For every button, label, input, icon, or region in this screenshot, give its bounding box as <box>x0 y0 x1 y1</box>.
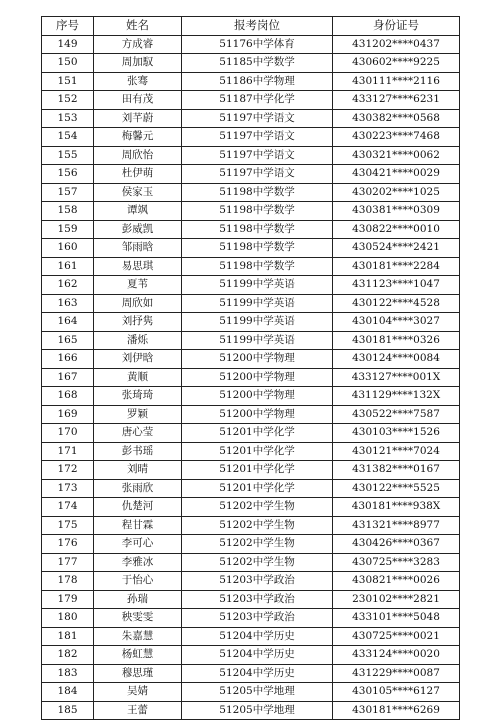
cell-id-number: 430202****1025 <box>333 183 460 202</box>
cell-id-number: 430181****0326 <box>333 331 460 350</box>
cell-id-number: 430181****2284 <box>333 257 460 276</box>
cell-serial-number: 169 <box>42 405 94 424</box>
cell-serial-number: 168 <box>42 387 94 406</box>
cell-serial-number: 149 <box>42 35 94 54</box>
cell-serial-number: 172 <box>42 461 94 480</box>
cell-name: 邹雨晗 <box>94 239 182 258</box>
cell-name: 刘芊蔚 <box>94 109 182 128</box>
table-row <box>42 516 460 535</box>
cell-applied-position: 51199中学英语 <box>182 331 333 350</box>
cell-serial-number: 166 <box>42 350 94 369</box>
cell-applied-position: 51205中学地理 <box>182 683 333 702</box>
cell-serial-number: 155 <box>42 146 94 165</box>
cell-applied-position: 51199中学英语 <box>182 313 333 332</box>
cell-id-number: 433101****5048 <box>333 609 460 628</box>
header-applied-position: 报考岗位 <box>182 17 333 36</box>
cell-serial-number: 167 <box>42 368 94 387</box>
cell-serial-number: 163 <box>42 294 94 313</box>
table-row <box>42 572 460 591</box>
table-row <box>42 128 460 147</box>
cell-name: 黄顺 <box>94 368 182 387</box>
table-row <box>42 146 460 165</box>
cell-id-number: 430181****6269 <box>333 701 460 720</box>
cell-id-number: 430602****9225 <box>333 54 460 73</box>
table-row <box>42 442 460 461</box>
cell-id-number: 430821****0026 <box>333 572 460 591</box>
table-row <box>42 313 460 332</box>
cell-applied-position: 51197中学语文 <box>182 109 333 128</box>
cell-name: 李可心 <box>94 535 182 554</box>
cell-applied-position: 51204中学历史 <box>182 627 333 646</box>
cell-serial-number: 157 <box>42 183 94 202</box>
cell-id-number: 431382****0167 <box>333 461 460 480</box>
cell-serial-number: 174 <box>42 498 94 517</box>
cell-serial-number: 154 <box>42 128 94 147</box>
cell-serial-number: 179 <box>42 590 94 609</box>
table-row <box>42 590 460 609</box>
cell-serial-number: 180 <box>42 609 94 628</box>
cell-id-number: 430524****2421 <box>333 239 460 258</box>
table-row <box>42 424 460 443</box>
cell-id-number: 431321****8977 <box>333 516 460 535</box>
cell-applied-position: 51202中学生物 <box>182 516 333 535</box>
cell-serial-number: 165 <box>42 331 94 350</box>
cell-applied-position: 51199中学英语 <box>182 276 333 295</box>
table-row <box>42 701 460 720</box>
table-row <box>42 479 460 498</box>
cell-name: 于怡心 <box>94 572 182 591</box>
cell-serial-number: 183 <box>42 664 94 683</box>
cell-id-number: 430725****3283 <box>333 553 460 572</box>
cell-name: 杨虹慧 <box>94 646 182 665</box>
cell-name: 唐心莹 <box>94 424 182 443</box>
cell-name: 田有茂 <box>94 91 182 110</box>
cell-applied-position: 51203中学政治 <box>182 590 333 609</box>
cell-name: 侯家玉 <box>94 183 182 202</box>
table-row <box>42 498 460 517</box>
cell-name: 彭书瑶 <box>94 442 182 461</box>
cell-id-number: 430104****3027 <box>333 313 460 332</box>
cell-applied-position: 51200中学物理 <box>182 387 333 406</box>
cell-id-number: 430382****0568 <box>333 109 460 128</box>
cell-id-number: 430124****0084 <box>333 350 460 369</box>
cell-name: 罗颖 <box>94 405 182 424</box>
table-row <box>42 165 460 184</box>
cell-id-number: 430321****0062 <box>333 146 460 165</box>
cell-id-number: 430426****0367 <box>333 535 460 554</box>
cell-serial-number: 173 <box>42 479 94 498</box>
table-row <box>42 646 460 665</box>
cell-applied-position: 51200中学物理 <box>182 368 333 387</box>
cell-name: 张雨欣 <box>94 479 182 498</box>
cell-name: 朱嘉慧 <box>94 627 182 646</box>
table-row <box>42 109 460 128</box>
table-row <box>42 368 460 387</box>
table-row <box>42 387 460 406</box>
cell-name: 杜伊萌 <box>94 165 182 184</box>
cell-applied-position: 51198中学数学 <box>182 202 333 221</box>
table-row <box>42 276 460 295</box>
cell-id-number: 431123****1047 <box>333 276 460 295</box>
cell-applied-position: 51203中学政治 <box>182 609 333 628</box>
cell-applied-position: 51197中学语文 <box>182 146 333 165</box>
cell-id-number: 430111****2116 <box>333 72 460 91</box>
cell-name: 梅馨元 <box>94 128 182 147</box>
cell-name: 王蕾 <box>94 701 182 720</box>
cell-id-number: 230102****2821 <box>333 590 460 609</box>
cell-name: 周欣怡 <box>94 146 182 165</box>
cell-serial-number: 170 <box>42 424 94 443</box>
cell-applied-position: 51201中学化学 <box>182 461 333 480</box>
cell-serial-number: 159 <box>42 220 94 239</box>
cell-applied-position: 51201中学化学 <box>182 479 333 498</box>
table-body <box>42 35 460 720</box>
cell-applied-position: 51202中学生物 <box>182 535 333 554</box>
cell-applied-position: 51185中学数学 <box>182 54 333 73</box>
cell-name: 李雅冰 <box>94 553 182 572</box>
cell-id-number: 430122****4528 <box>333 294 460 313</box>
cell-name: 张琦琦 <box>94 387 182 406</box>
cell-name: 仇楚河 <box>94 498 182 517</box>
cell-id-number: 430822****0010 <box>333 220 460 239</box>
cell-applied-position: 51204中学历史 <box>182 664 333 683</box>
cell-name: 吴婧 <box>94 683 182 702</box>
cell-name: 孙瑞 <box>94 590 182 609</box>
cell-id-number: 430105****6127 <box>333 683 460 702</box>
cell-applied-position: 51187中学化学 <box>182 91 333 110</box>
cell-applied-position: 51203中学政治 <box>182 572 333 591</box>
cell-serial-number: 151 <box>42 72 94 91</box>
cell-applied-position: 51198中学数学 <box>182 257 333 276</box>
table-row <box>42 405 460 424</box>
table-row <box>42 461 460 480</box>
cell-name: 方成睿 <box>94 35 182 54</box>
header-serial-number: 序号 <box>42 17 94 36</box>
cell-id-number: 433124****0020 <box>333 646 460 665</box>
cell-applied-position: 51202中学生物 <box>182 498 333 517</box>
cell-serial-number: 185 <box>42 701 94 720</box>
cell-applied-position: 51199中学英语 <box>182 294 333 313</box>
table-header <box>42 17 460 36</box>
table-row <box>42 91 460 110</box>
cell-serial-number: 150 <box>42 54 94 73</box>
cell-applied-position: 51202中学生物 <box>182 553 333 572</box>
cell-applied-position: 51197中学语文 <box>182 128 333 147</box>
table-row <box>42 239 460 258</box>
cell-id-number: 430122****5525 <box>333 479 460 498</box>
cell-name: 周加馭 <box>94 54 182 73</box>
table-row <box>42 220 460 239</box>
header-name: 姓名 <box>94 17 182 36</box>
table-row <box>42 627 460 646</box>
cell-applied-position: 51198中学数学 <box>182 220 333 239</box>
table-row <box>42 183 460 202</box>
cell-id-number: 430381****0309 <box>333 202 460 221</box>
cell-name: 周欣如 <box>94 294 182 313</box>
candidate-roster-table <box>41 16 460 720</box>
table-row <box>42 331 460 350</box>
cell-id-number: 431229****0087 <box>333 664 460 683</box>
cell-serial-number: 177 <box>42 553 94 572</box>
cell-id-number: 430725****0021 <box>333 627 460 646</box>
cell-name: 穆思瑾 <box>94 664 182 683</box>
cell-serial-number: 156 <box>42 165 94 184</box>
table-row <box>42 72 460 91</box>
cell-id-number: 430522****7587 <box>333 405 460 424</box>
cell-id-number: 431202****0437 <box>333 35 460 54</box>
cell-applied-position: 51198中学数学 <box>182 239 333 258</box>
cell-serial-number: 160 <box>42 239 94 258</box>
cell-applied-position: 51205中学地理 <box>182 701 333 720</box>
table-row <box>42 664 460 683</box>
cell-name: 秧雯雯 <box>94 609 182 628</box>
cell-name: 易思琪 <box>94 257 182 276</box>
cell-id-number: 430421****0029 <box>333 165 460 184</box>
header-id-number: 身份证号 <box>333 17 460 36</box>
cell-serial-number: 178 <box>42 572 94 591</box>
header-row <box>42 17 460 36</box>
table-row <box>42 35 460 54</box>
cell-serial-number: 171 <box>42 442 94 461</box>
cell-applied-position: 51204中学历史 <box>182 646 333 665</box>
cell-serial-number: 164 <box>42 313 94 332</box>
cell-serial-number: 152 <box>42 91 94 110</box>
cell-id-number: 431129****132X <box>333 387 460 406</box>
cell-applied-position: 51198中学数学 <box>182 183 333 202</box>
cell-id-number: 430181****938X <box>333 498 460 517</box>
table-row <box>42 609 460 628</box>
cell-id-number: 433127****6231 <box>333 91 460 110</box>
table-row <box>42 54 460 73</box>
table-row <box>42 535 460 554</box>
table-row <box>42 350 460 369</box>
cell-serial-number: 182 <box>42 646 94 665</box>
cell-id-number: 430121****7024 <box>333 442 460 461</box>
cell-id-number: 430223****7468 <box>333 128 460 147</box>
cell-name: 张骞 <box>94 72 182 91</box>
cell-applied-position: 51176中学体育 <box>182 35 333 54</box>
cell-name: 程甘霖 <box>94 516 182 535</box>
cell-name: 夏苇 <box>94 276 182 295</box>
cell-applied-position: 51201中学化学 <box>182 424 333 443</box>
cell-serial-number: 181 <box>42 627 94 646</box>
cell-id-number: 430103****1526 <box>333 424 460 443</box>
cell-name: 刘伊晗 <box>94 350 182 369</box>
cell-serial-number: 176 <box>42 535 94 554</box>
cell-id-number: 433127****001X <box>333 368 460 387</box>
cell-serial-number: 161 <box>42 257 94 276</box>
cell-name: 刘抒隽 <box>94 313 182 332</box>
table-row <box>42 257 460 276</box>
cell-name: 潘烁 <box>94 331 182 350</box>
cell-serial-number: 162 <box>42 276 94 295</box>
cell-applied-position: 51200中学物理 <box>182 350 333 369</box>
table-row <box>42 202 460 221</box>
cell-serial-number: 175 <box>42 516 94 535</box>
cell-serial-number: 184 <box>42 683 94 702</box>
cell-applied-position: 51186中学物理 <box>182 72 333 91</box>
cell-applied-position: 51200中学物理 <box>182 405 333 424</box>
table-row <box>42 294 460 313</box>
table-row <box>42 683 460 702</box>
cell-applied-position: 51201中学化学 <box>182 442 333 461</box>
cell-name: 刘晴 <box>94 461 182 480</box>
cell-name: 彭威凯 <box>94 220 182 239</box>
cell-serial-number: 158 <box>42 202 94 221</box>
table-row <box>42 553 460 572</box>
cell-applied-position: 51197中学语文 <box>182 165 333 184</box>
cell-name: 谭飒 <box>94 202 182 221</box>
cell-serial-number: 153 <box>42 109 94 128</box>
